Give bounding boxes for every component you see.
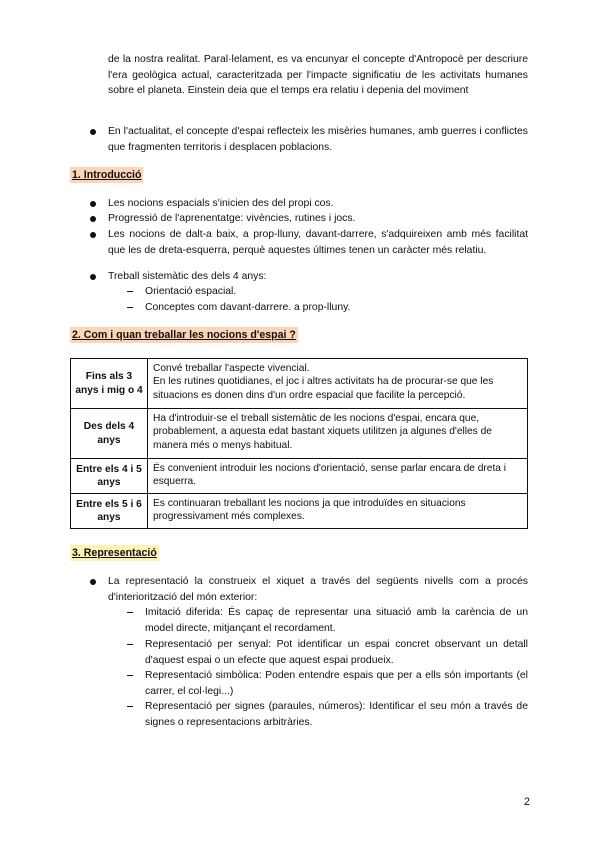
table-row (71, 459, 528, 494)
dash-marker (127, 291, 133, 292)
dash-marker (127, 307, 133, 308)
dash-marker (127, 706, 133, 707)
bullet-marker (90, 274, 96, 280)
age-cell: Entre els 5 i 6 anys (71, 494, 148, 529)
bullet-marker (90, 579, 96, 585)
page-number: 2 (523, 796, 530, 808)
section-3-heading: 3. Representació (72, 547, 157, 559)
table-row (71, 359, 528, 409)
nocions-table (70, 358, 528, 529)
description-cell: És convenient introduir les nocions d'orientació, sense parlar encara de dreta i esquerra. (148, 459, 528, 494)
description-cell: Ha d'introduir-se el treball sistemàtic de les nocions d'espai, encara que, probablement, a aquesta edat bastant xiquets utilitzen ja algunes d'elles de manera més o menys habitual. (148, 409, 528, 459)
dash-marker (127, 612, 133, 613)
age-cell: Fins als 3 anys i mig o 4 (71, 359, 148, 409)
section-1-subitem: Conceptes com davant-darrere. a prop-lluny. (145, 302, 351, 313)
age-cell: Entre els 4 i 5 anys (71, 459, 148, 494)
description-text: Convé treballar l'aspecte vivencial. En les rutines quotidianes, el joc i altres activitats ha de procurar-se que les situacions es donen dins d'un ordre espacial que facilite la percepció. (153, 363, 494, 401)
section-1-bullet: Les nocions de dalt-a baix, a prop-lluny, davant-darrere, s'adquireixen amb més facilitat que les de dreta-esquerra, perquè aquestes últimes tenen un caràcter més relatiu. (108, 229, 528, 256)
section-1-bullet: Les nocions espacials s'inicien des del propi cos. (108, 198, 334, 209)
section-3-bullet: La representació la construeix el xiquet a través del següents nivells com a procés d'interiorització del món exterior: (108, 576, 528, 603)
section-3-subitem: Representació per senyal: Pot identificar un espai concret observant un detall d'aquest espai o un efecte que aquest espai produeix. (145, 639, 528, 666)
bullet-marker (90, 216, 96, 222)
bullet-marker (90, 201, 96, 207)
section-1-bullet: Treball sistemàtic des dels 4 anys: (108, 271, 267, 282)
dash-marker (127, 644, 133, 645)
age-cell: Des dels 4 anys (71, 409, 148, 459)
section-1-bullet: Progressió de l'aprenentatge: vivències, rutines i jocs. (108, 213, 356, 224)
actualitat-bullet-text: En l'actualitat, el concepte d'espai reflecteix les misèries humanes, amb guerres i conflictes que fragmenten territoris i desplacen poblacions. (108, 126, 528, 153)
description-cell: Es continuaran treballant les nocions ja que introduïdes en situacions progressivament més complexes. (148, 494, 528, 529)
dash-marker (127, 675, 133, 676)
table-row (71, 494, 528, 529)
section-3-subitem: Representació simbòlica: Poden entendre espais que per a ells són importants (el carrer, el col·legi...) (145, 670, 528, 697)
intro-continuation-paragraph: de la nostra realitat. Paral·lelament, es va encunyar el concepte d'Antropocè per descriure l'era geològica actual, caracteritzada per l'impacte significatiu de les activitats humanes sobre el planeta. Einstein deia que el temps era relatiu i depenia del moviment (108, 54, 528, 97)
section-1-subitem: Orientació espacial. (145, 286, 237, 297)
table-row (71, 409, 528, 459)
bullet-marker (90, 232, 96, 238)
section-2-heading: 2. Com i quan treballar les nocions d'espai ? (72, 329, 296, 341)
description-cell (148, 359, 528, 409)
bullet-marker (90, 129, 96, 135)
section-3-subitem: Imitació diferida: És capaç de representar una situació amb la carència de un model directe, mitjançant el recordament. (145, 607, 528, 634)
section-3-subitem: Representació per signes (paraules, números): Identificar el seu món a través de signes o representacions arbitràries. (145, 701, 528, 728)
section-1-heading: 1. Introducció (72, 169, 142, 181)
